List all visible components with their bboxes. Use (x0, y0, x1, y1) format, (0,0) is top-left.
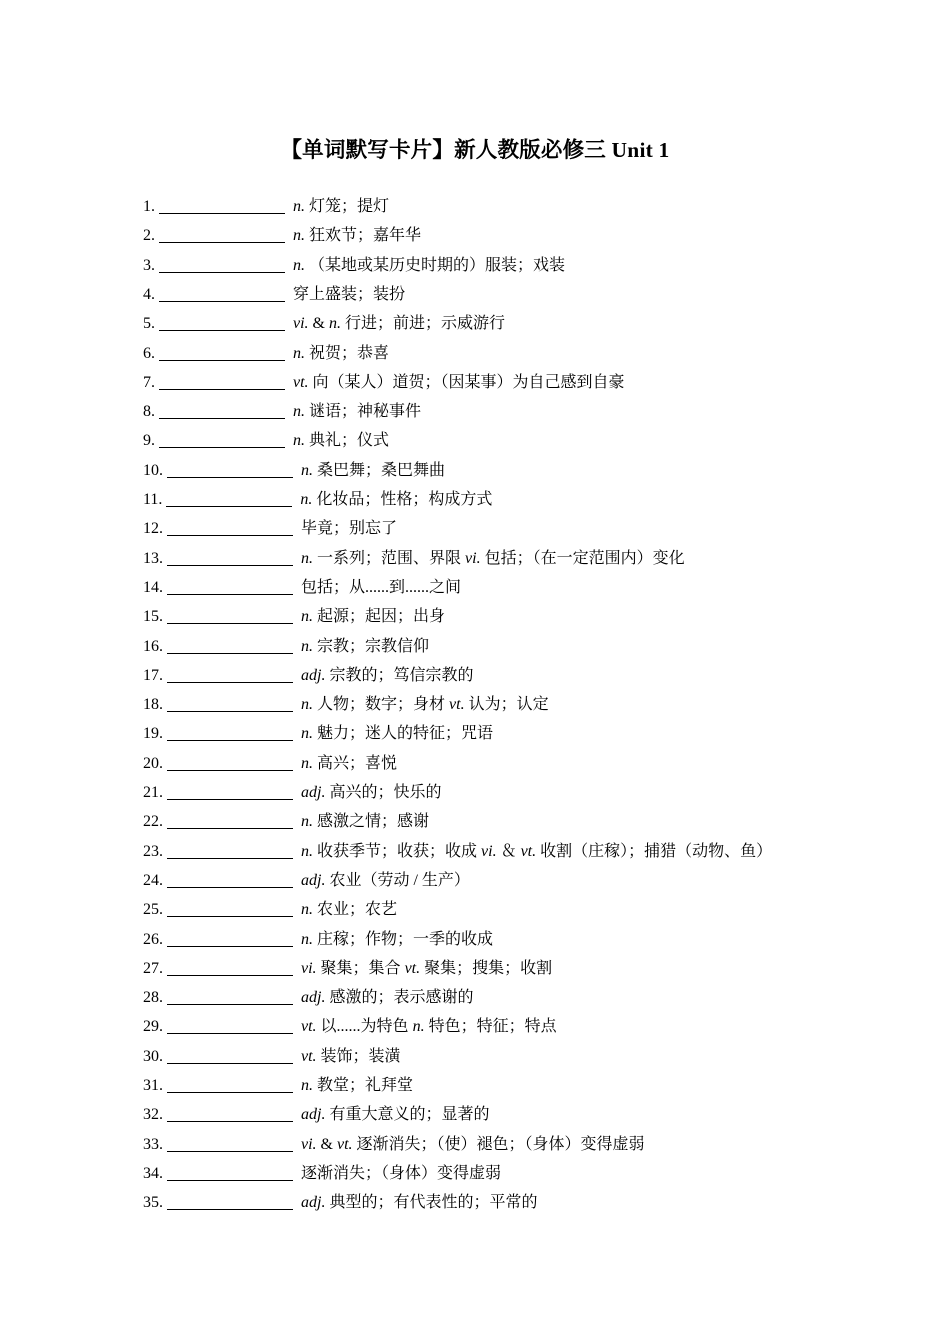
part-of-speech: adj. (301, 784, 326, 801)
entry-number: 15. (143, 608, 163, 626)
part-of-speech: adj. (301, 666, 326, 684)
part-of-speech: vt. (293, 373, 309, 391)
entry-definition (301, 807, 429, 836)
vocab-entry (143, 309, 505, 338)
entry-number: 10. (143, 461, 163, 479)
entry-definition (293, 339, 389, 368)
answer-blank[interactable] (167, 958, 293, 976)
vocab-entry (143, 368, 625, 397)
entry-definition (301, 749, 397, 778)
vocab-entry (143, 1130, 645, 1159)
part-of-speech: n. (329, 315, 341, 333)
vocab-entry (143, 514, 397, 543)
entry-number: 6. (143, 344, 155, 362)
definition-text: 教堂；礼拜堂 (313, 1077, 414, 1094)
entry-number: 18. (143, 696, 163, 714)
definition-text: 感激之情；感谢 (313, 813, 430, 831)
part-of-speech: n. (301, 754, 313, 772)
entry-definition (301, 1071, 413, 1100)
entry-definition (301, 1012, 557, 1041)
entry-definition (301, 1130, 645, 1159)
entry-number: 3. (143, 256, 155, 274)
definition-text: 魅力；迷人的特征；咒语 (313, 725, 494, 743)
part-of-speech: n. (293, 403, 305, 421)
definition-text: 聚集；集合 (316, 959, 405, 977)
entry-definition (293, 192, 389, 221)
part-of-speech: vi. (293, 315, 309, 333)
entry-definition (293, 280, 405, 309)
entry-definition (301, 778, 441, 807)
entry-definition (301, 719, 493, 748)
vocab-entry (143, 690, 549, 719)
definition-text: 感激的；表示感谢的 (325, 989, 474, 1007)
definition-text: 高兴的；快乐的 (325, 784, 442, 801)
entry-number: 19. (143, 725, 163, 743)
part-of-speech: n. (301, 1077, 313, 1094)
entry-definition (301, 602, 445, 631)
entry-definition (293, 251, 565, 280)
part-of-speech: vi. (465, 549, 481, 567)
entry-number: 21. (143, 784, 163, 801)
entry-number: 23. (143, 842, 163, 860)
definition-text: 农业（劳动 / 生产） (325, 871, 470, 889)
entry-definition (301, 1042, 401, 1071)
entry-number: 12. (143, 520, 163, 538)
entry-number: 31. (143, 1077, 163, 1094)
entry-number: 28. (143, 989, 163, 1007)
definition-text: 宗教；宗教信仰 (313, 637, 430, 655)
answer-blank[interactable] (159, 343, 285, 361)
entry-number: 17. (143, 666, 163, 684)
definition-text: 宗教的；笃信宗教的 (325, 666, 474, 684)
entry-number: 13. (143, 549, 163, 567)
answer-blank[interactable] (159, 313, 285, 331)
entry-number: 5. (143, 315, 155, 333)
answer-blank[interactable] (159, 255, 285, 273)
definition-text: 有重大意义的；显著的 (325, 1106, 490, 1124)
definition-text: 聚集；搜集；收割 (420, 959, 553, 977)
part-of-speech: vi. (301, 1135, 317, 1153)
part-of-speech: n. (301, 725, 313, 743)
vocab-entry (143, 1042, 401, 1071)
definition-text: 收获季节；收获；收成 (313, 842, 482, 860)
vocab-entry (143, 339, 389, 368)
vocab-entry (143, 807, 429, 836)
entry-number: 4. (143, 285, 155, 303)
vocab-entry (143, 456, 445, 485)
entry-definition (301, 925, 493, 954)
answer-blank[interactable] (167, 636, 293, 654)
vocab-entry (143, 192, 389, 221)
answer-blank[interactable] (167, 929, 293, 947)
part-of-speech: n. (300, 491, 313, 508)
vocab-entry (143, 426, 389, 455)
vocab-entry (143, 485, 492, 514)
answer-blank[interactable] (159, 401, 285, 419)
part-of-speech: vt. (449, 696, 465, 714)
part-of-speech: n. (301, 608, 313, 626)
part-of-speech: n. (293, 344, 305, 362)
entry-number: 22. (143, 813, 163, 831)
vocab-entry (143, 221, 421, 250)
entry-number: 1. (143, 198, 155, 215)
part-of-speech: n. (301, 637, 313, 655)
vocab-entry (143, 1159, 501, 1188)
answer-blank[interactable] (167, 460, 293, 478)
entry-definition (301, 954, 552, 983)
part-of-speech: n. (301, 461, 313, 479)
entry-definition (293, 221, 421, 250)
part-of-speech: n. (301, 813, 313, 831)
definition-text: 逐渐消失；（使）褪色；（身体）变得虚弱 (352, 1135, 645, 1153)
part-of-speech: adj. (301, 1106, 326, 1124)
definition-text: 桑巴舞；桑巴舞曲 (313, 461, 446, 479)
part-of-speech: adj. (301, 1194, 326, 1212)
answer-blank[interactable] (167, 577, 293, 595)
vocab-entry (143, 397, 421, 426)
answer-blank[interactable] (167, 811, 293, 829)
vocab-entry (143, 1012, 557, 1041)
vocab-entry (143, 954, 552, 983)
definition-text: 包括；（在一定范围内）变化 (480, 549, 685, 567)
entry-number: 34. (143, 1164, 163, 1182)
vocab-entry (143, 1100, 489, 1129)
answer-blank[interactable] (167, 694, 293, 712)
answer-blank[interactable] (167, 518, 293, 536)
entry-number: 35. (143, 1194, 163, 1212)
part-of-speech: vt. (404, 959, 421, 977)
entry-definition (300, 485, 492, 514)
part-of-speech: vt. (301, 1018, 317, 1036)
entry-definition (293, 309, 505, 338)
definition-text: 祝贺；恭喜 (305, 344, 390, 362)
vocab-entry (143, 661, 473, 690)
entry-definition (301, 690, 549, 719)
entry-definition (301, 1100, 489, 1129)
definition-text: 穿上盛装；装扮 (293, 285, 406, 303)
vocab-entry (143, 251, 565, 280)
entry-definition (293, 397, 421, 426)
definition-text: 逐渐消失；（身体）变得虚弱 (301, 1164, 502, 1182)
vocab-entry (143, 925, 493, 954)
definition-text: 向（某人）道贺；（因某事）为自己感到自豪 (308, 373, 625, 391)
part-of-speech: vt. (520, 842, 537, 860)
answer-blank[interactable] (159, 196, 285, 214)
entry-definition (301, 983, 473, 1012)
entry-definition (301, 837, 772, 866)
part-of-speech: adj. (301, 871, 326, 889)
answer-blank[interactable] (167, 1192, 293, 1210)
definition-text: 认为；认定 (464, 696, 549, 714)
definition-text: & (316, 1135, 337, 1153)
definition-text: 人物；数字；身材 (313, 696, 450, 714)
answer-blank[interactable] (159, 284, 285, 302)
answer-blank[interactable] (159, 372, 285, 390)
vocab-entry (143, 1071, 413, 1100)
answer-blank[interactable] (167, 548, 293, 566)
answer-blank[interactable] (167, 1046, 293, 1064)
answer-blank[interactable] (167, 841, 293, 859)
entry-definition (301, 661, 473, 690)
entry-number: 29. (143, 1018, 163, 1036)
vocab-entry (143, 544, 685, 573)
answer-blank[interactable] (167, 1075, 293, 1093)
vocab-entry (143, 280, 405, 309)
entry-number: 2. (143, 227, 155, 245)
entry-number: 33. (143, 1135, 163, 1153)
vocab-entry (143, 837, 772, 866)
entry-number: 16. (143, 637, 163, 655)
entry-definition (301, 1159, 501, 1188)
entry-number: 7. (143, 373, 155, 391)
entry-number: 20. (143, 754, 163, 772)
vocab-entry (143, 866, 470, 895)
definition-text: 以......为特色 (316, 1018, 413, 1036)
entry-definition (301, 895, 397, 924)
entry-number: 11. (143, 491, 163, 508)
vocab-entry (143, 749, 397, 778)
vocab-entry (143, 983, 473, 1012)
part-of-speech: n. (301, 930, 313, 948)
definition-text: 一系列；范围、界限 (313, 549, 466, 567)
vocab-entry (143, 632, 429, 661)
part-of-speech: n. (293, 198, 305, 215)
definition-text: 典礼；仪式 (305, 432, 390, 450)
part-of-speech: n. (301, 901, 313, 919)
page-title: 【单词默写卡片】新人教版必修三 Unit 1 (280, 138, 670, 162)
definition-text: 典型的；有代表性的；平常的 (325, 1194, 538, 1212)
entry-number: 14. (143, 578, 163, 596)
part-of-speech: vt. (337, 1135, 353, 1153)
definition-text: 特色；特征；特点 (424, 1018, 557, 1036)
definition-text: 收割（庄稼）；捕猎（动物、鱼） (536, 842, 773, 860)
entry-number: 8. (143, 403, 155, 421)
answer-blank[interactable] (167, 753, 293, 771)
answer-blank[interactable] (159, 225, 285, 243)
entry-number: 27. (143, 959, 163, 977)
definition-text: 高兴；喜悦 (313, 754, 398, 772)
entry-definition (293, 426, 389, 455)
definition-text: 庄稼；作物；一季的收成 (313, 930, 494, 948)
answer-blank[interactable] (167, 1016, 293, 1034)
entry-definition (301, 544, 685, 573)
entry-definition (301, 866, 470, 895)
definition-text: 装饰；装潢 (316, 1047, 401, 1065)
part-of-speech: n. (293, 256, 305, 274)
answer-blank[interactable] (167, 606, 293, 624)
entry-number: 32. (143, 1106, 163, 1124)
answer-blank[interactable] (159, 430, 285, 448)
answer-blank[interactable] (167, 899, 293, 917)
entry-definition (301, 514, 397, 543)
definition-text: & (308, 315, 329, 333)
entry-definition (293, 368, 625, 397)
definition-text: 化妆品；性格；构成方式 (312, 491, 493, 508)
part-of-speech: n. (301, 696, 313, 714)
entry-number: 25. (143, 901, 163, 919)
definition-text: 包括；从......到......之间 (301, 578, 462, 596)
answer-blank[interactable] (167, 1104, 293, 1122)
definition-text: 农业；农艺 (313, 901, 398, 919)
definition-text: 行进；前进；示威游行 (341, 315, 506, 333)
answer-blank[interactable] (167, 782, 293, 800)
definition-text: 灯笼；提灯 (305, 198, 390, 215)
vocab-entry (143, 719, 493, 748)
answer-blank[interactable] (167, 723, 293, 741)
definition-text: 狂欢节；嘉年华 (305, 227, 422, 245)
vocab-entry (143, 602, 445, 631)
answer-blank[interactable] (167, 987, 293, 1005)
part-of-speech: vt. (301, 1047, 317, 1065)
definition-text: 起源；起因；出身 (313, 608, 446, 626)
answer-blank[interactable] (167, 1134, 293, 1152)
vocab-entry (143, 573, 461, 602)
part-of-speech: n. (293, 227, 305, 245)
definition-text: ＆ (496, 842, 521, 860)
answer-blank[interactable] (167, 1163, 293, 1181)
definition-text: 毕竟；别忘了 (301, 520, 398, 538)
vocab-entry (143, 1188, 537, 1217)
part-of-speech: n. (293, 432, 305, 450)
definition-text: （某地或某历史时期的）服装；戏装 (305, 256, 566, 274)
answer-blank[interactable] (167, 665, 293, 683)
entry-number: 24. (143, 871, 163, 889)
part-of-speech: vi. (301, 959, 317, 977)
part-of-speech: n. (301, 842, 313, 860)
answer-blank[interactable] (166, 489, 292, 507)
entry-definition (301, 456, 445, 485)
entry-number: 30. (143, 1047, 163, 1065)
vocab-entry (143, 778, 441, 807)
entry-number: 26. (143, 930, 163, 948)
vocab-entry (143, 895, 397, 924)
part-of-speech: n. (301, 549, 313, 567)
entry-number: 9. (143, 432, 155, 450)
entry-definition (301, 632, 429, 661)
entry-definition (301, 573, 461, 602)
part-of-speech: vi. (481, 842, 497, 860)
part-of-speech: adj. (301, 989, 326, 1007)
answer-blank[interactable] (167, 870, 293, 888)
definition-text: 谜语；神秘事件 (305, 403, 422, 421)
part-of-speech: n. (412, 1018, 425, 1036)
entry-definition (301, 1188, 537, 1217)
